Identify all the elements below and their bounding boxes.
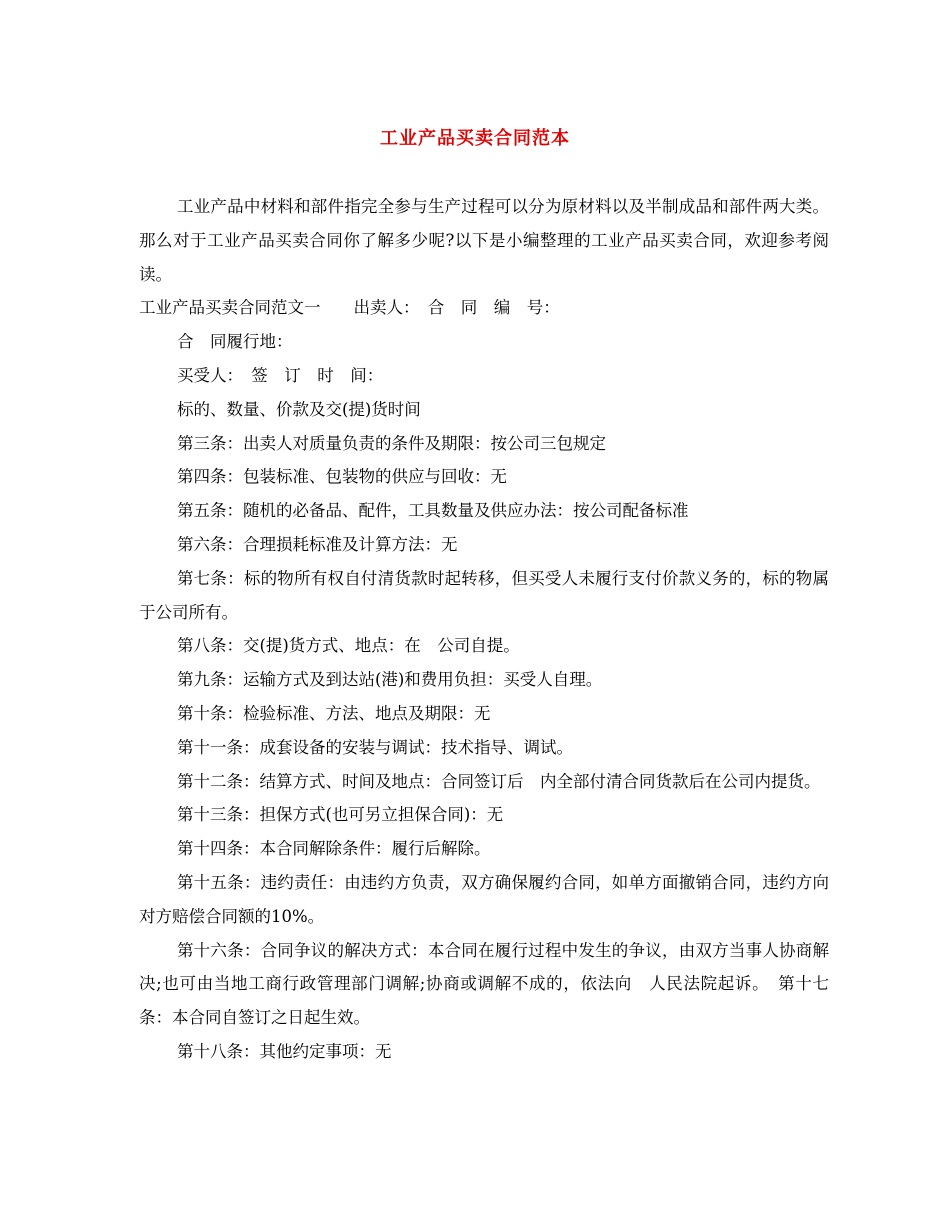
document-body — [139, 190, 829, 1069]
article-paragraph: 第七条：标的物所有权自付清货款时起转移，但买受人未履行支付价款义务的，标的物属于公司所有。 — [139, 568, 829, 622]
field-line: 合 同履行地： — [176, 332, 293, 352]
document-title: 工业产品买卖合同范本 — [380, 128, 570, 149]
article-paragraph: 第十三条：担保方式(也可另立担保合同)：无 — [176, 805, 504, 825]
article-paragraph: 第三条：出卖人对质量负责的条件及期限：按公司三包规定 — [176, 433, 606, 453]
article-paragraph: 第十四条：本合同解除条件：履行后解除。 — [176, 839, 491, 859]
field-line: 买受人： 签 订 时 间： — [176, 365, 384, 385]
article-paragraph: 第十八条：其他约定事项：无 — [176, 1041, 392, 1061]
article-paragraph: 第四条：包装标准、包装物的供应与回收：无 — [176, 467, 507, 487]
article-paragraph: 第九条：运输方式及到达站(港)和费用负担：买受人自理。 — [176, 670, 603, 690]
field-line: 标的、数量、价款及交(提)货时间 — [176, 399, 421, 419]
intro-paragraph: 工业产品中材料和部件指完全参与生产过程可以分为原材料以及半制成品和部件两大类。那么对于工业产品买卖合同你了解多少呢?以下是小编整理的工业产品买卖合同，欢迎参考阅读。 — [139, 197, 829, 284]
article-paragraph: 第十五条：违约责任：由违约方负责，双方确保履约合同，如单方面撤销合同，违约方向对方赔偿合同额的10%。 — [139, 872, 829, 926]
article-paragraph: 第十二条：结算方式、时间及地点：合同签订后 内全部付清合同货款后在公司内提货。 — [176, 771, 821, 791]
article-paragraph: 第八条：交(提)货方式、地点：在 公司自提。 — [176, 636, 520, 656]
article-paragraph: 第五条：随机的必备品、配件，工具数量及供应办法：按公司配备标准 — [176, 501, 689, 521]
article-paragraph: 第六条：合理损耗标准及计算方法：无 — [176, 534, 458, 554]
article-paragraph: 第十条：检验标准、方法、地点及期限：无 — [176, 703, 491, 723]
article-paragraph: 第十一条：成套设备的安装与调试：技术指导、调试。 — [176, 737, 573, 757]
heading-line: 工业产品买卖合同范文一 出卖人： 合 同 编 号： — [139, 298, 560, 318]
article-paragraph: 第十六条：合同争议的解决方式：本合同在履行过程中发生的争议，由双方当事人协商解决;也可由当地工商行政管理部门调解;协商或调解不成的，依法向 人民法院起诉。 第十七条：本合同自签订之日起生效。 — [139, 940, 829, 1028]
